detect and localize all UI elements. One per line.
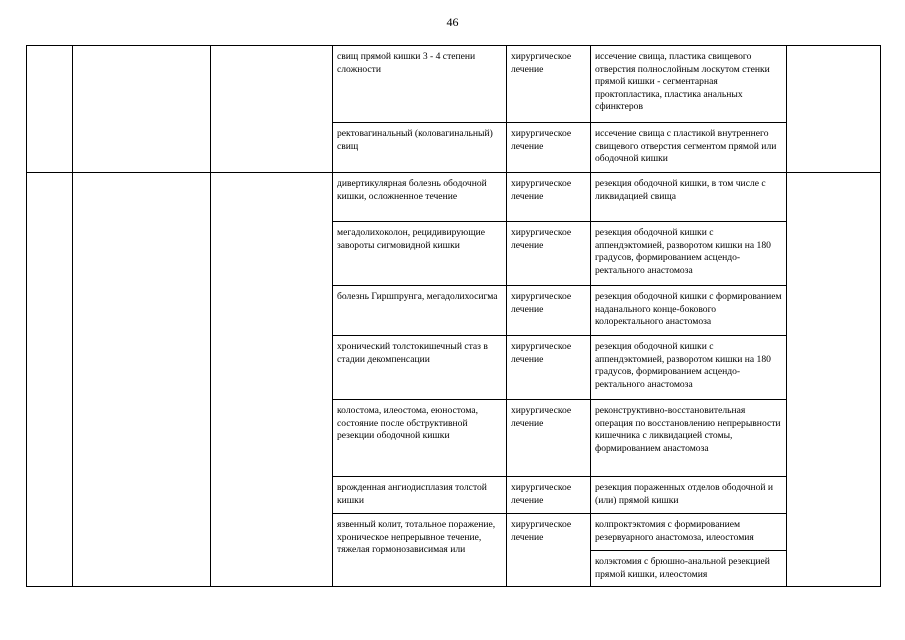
- diagnosis-cell: хронический толстокишечный стаз в стадии декомпенсации: [333, 336, 507, 400]
- treatment-type-cell: хирургическое лечение: [507, 46, 591, 123]
- diagnosis-cell: врожденная ангиодисплазия толстой кишки: [333, 477, 507, 514]
- empty-cell: [787, 173, 881, 587]
- diagnosis-cell: дивертикулярная болезнь ободочной кишки, осложненное течение: [333, 173, 507, 222]
- treatment-type-cell: хирургическое лечение: [507, 173, 591, 222]
- diagnosis-cell: свищ прямой кишки 3 - 4 степени сложности: [333, 46, 507, 123]
- empty-cell: [73, 46, 211, 173]
- page-number: 46: [446, 15, 459, 29]
- method-cell: резекция ободочной кишки с аппендэктомией, разворотом кишки на 180 градусов, формированием асцендо-ректального анастомоза: [591, 336, 787, 400]
- method-cell: резекция ободочной кишки, в том числе с ликвидацией свища: [591, 173, 787, 222]
- method-cell: колпроктэктомия с формированием резервуарного анастомоза, илеостомия: [591, 514, 787, 551]
- method-cell: резекция ободочной кишки с аппендэктомией, разворотом кишки на 180 градусов, формированием асцендо-ректального анастомоза: [591, 222, 787, 286]
- empty-cell: [787, 46, 881, 173]
- empty-cell: [211, 173, 333, 587]
- method-cell: резекция пораженных отделов ободочной и (или) прямой кишки: [591, 477, 787, 514]
- empty-cell: [73, 173, 211, 587]
- table-row: [27, 173, 881, 222]
- treatment-type-cell: хирургическое лечение: [507, 514, 591, 587]
- diagnosis-cell: ректовагинальный (коловагинальный) свищ: [333, 123, 507, 173]
- method-cell: колэктомия с брюшно-анальной резекцией прямой кишки, илеостомия: [591, 551, 787, 587]
- treatment-type-cell: хирургическое лечение: [507, 400, 591, 477]
- diagnosis-cell: язвенный колит, тотальное поражение, хроническое непрерывное течение, тяжелая гормонозависимая или: [333, 514, 507, 587]
- method-cell: реконструктивно-восстановительная операция по восстановлению непрерывности кишечника с ликвидацией стомы, формированием анастомоза: [591, 400, 787, 477]
- treatment-type-cell: хирургическое лечение: [507, 286, 591, 336]
- treatment-type-cell: хирургическое лечение: [507, 123, 591, 173]
- treatment-type-cell: хирургическое лечение: [507, 477, 591, 514]
- diagnosis-cell: болезнь Гиршпрунга, мегадолихосигма: [333, 286, 507, 336]
- diagnosis-cell: колостома, илеостома, еюностома, состояние после обструктивной резекции ободочной кишки: [333, 400, 507, 477]
- method-cell: резекция ободочной кишки с формированием наданального конце-бокового колоректального анастомоза: [591, 286, 787, 336]
- empty-cell: [211, 46, 333, 173]
- diagnosis-cell: мегадолихоколон, рецидивирующие завороты сигмовидной кишки: [333, 222, 507, 286]
- procedures-table: [26, 45, 881, 587]
- method-cell: иссечение свища с пластикой внутреннего свищевого отверстия сегментом прямой или ободочной кишки: [591, 123, 787, 173]
- treatment-type-cell: хирургическое лечение: [507, 222, 591, 286]
- table-row: [27, 46, 881, 123]
- treatment-type-cell: хирургическое лечение: [507, 336, 591, 400]
- empty-cell: [27, 173, 73, 587]
- empty-cell: [27, 46, 73, 173]
- method-cell: иссечение свища, пластика свищевого отверстия полнослойным лоскутом стенки прямой кишки - сегментарная проктопластика, пластика анальных сфинктеров: [591, 46, 787, 123]
